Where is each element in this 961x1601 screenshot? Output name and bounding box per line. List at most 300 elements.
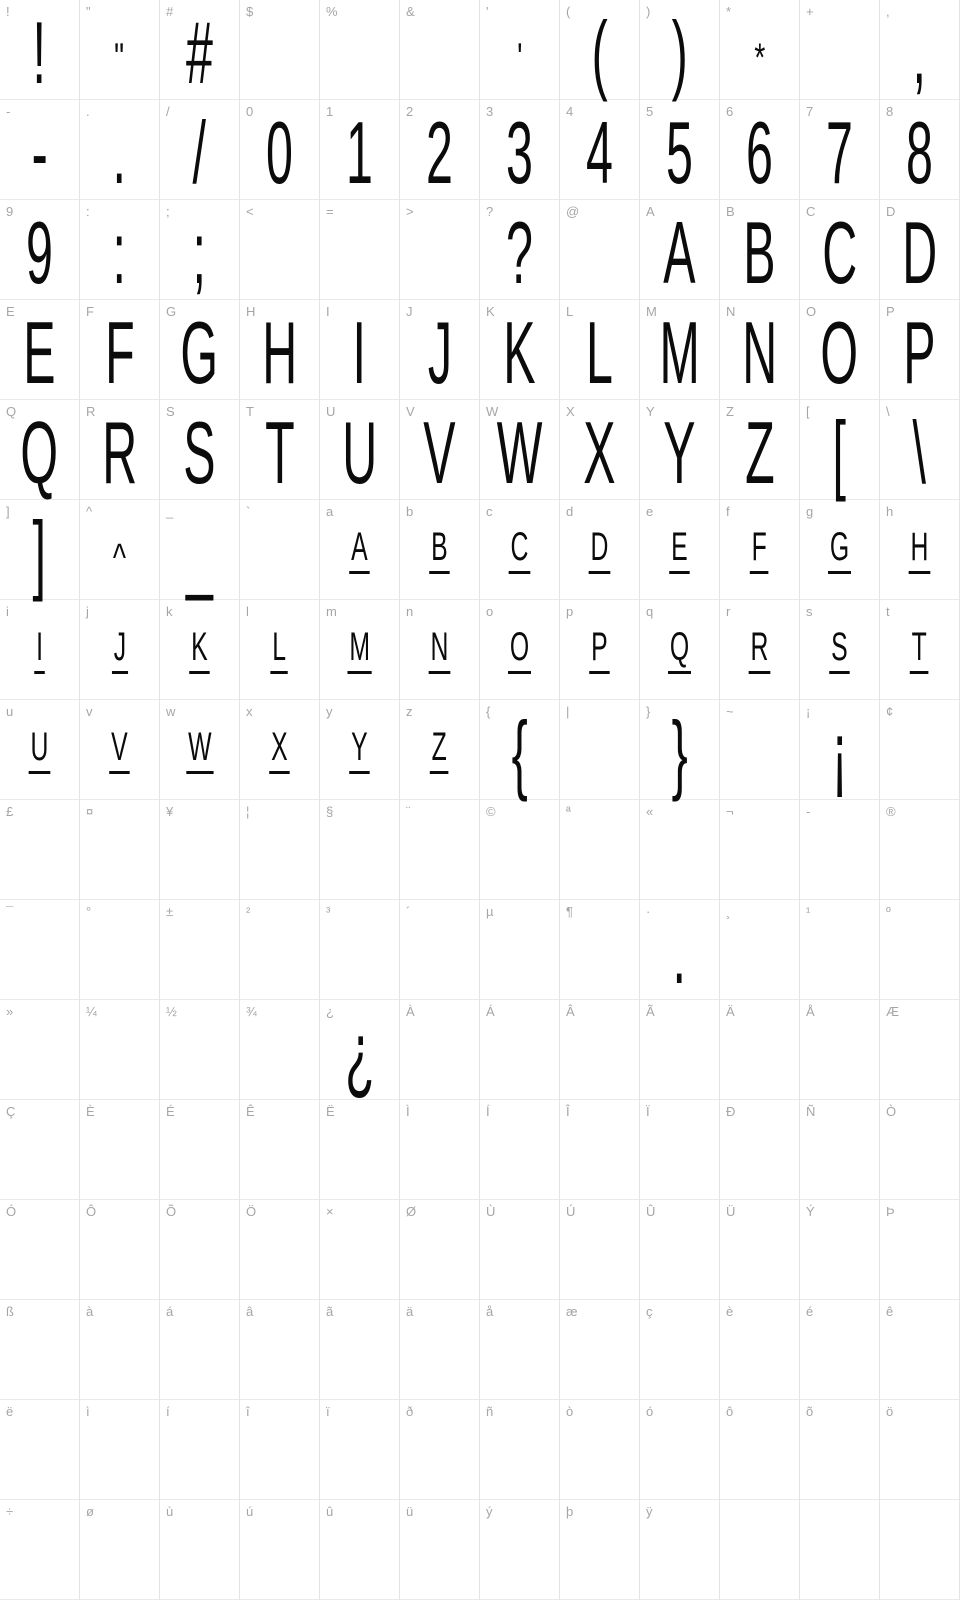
glyph-cell (320, 100, 400, 200)
cell-character-label: U (326, 404, 336, 419)
cell-character-label: ® (886, 804, 896, 819)
cell-glyph: U (29, 727, 51, 774)
cell-glyph: T (264, 403, 295, 502)
glyph-cell (320, 1100, 400, 1200)
cell-character-label: [ (806, 404, 810, 419)
glyph-cell (880, 1100, 960, 1200)
cell-glyph: N (742, 303, 777, 402)
cell-character-label: × (326, 1204, 334, 1219)
glyph-cell (800, 200, 880, 300)
cell-glyph: N (429, 627, 451, 674)
glyph-cell (720, 300, 800, 400)
cell-character-label: ê (886, 1304, 894, 1319)
cell-character-label: ² (246, 904, 251, 919)
glyph-cell (800, 1000, 880, 1100)
glyph-cell (640, 0, 720, 100)
glyph-cell (320, 400, 400, 500)
cell-character-label: å (486, 1304, 494, 1319)
glyph-cell (640, 1200, 720, 1300)
cell-glyph: X (269, 727, 289, 774)
glyph-cell (480, 200, 560, 300)
cell-character-label: B (726, 204, 735, 219)
glyph-cell (0, 900, 80, 1000)
glyph-cell (80, 900, 160, 1000)
cell-character-label: + (806, 4, 814, 19)
glyph-cell (800, 900, 880, 1000)
glyph-cell (400, 500, 480, 600)
glyph-cell (800, 1200, 880, 1300)
cell-character-label: Ô (86, 1204, 97, 1219)
cell-character-label: Ï (646, 1104, 650, 1119)
glyph-cell (320, 0, 400, 100)
cell-character-label: H (246, 304, 256, 319)
cell-glyph-area (320, 300, 399, 402)
cell-character-label: 2 (406, 104, 414, 119)
cell-character-label: ( (566, 4, 571, 19)
cell-glyph: O (508, 627, 531, 674)
cell-character-label: ¼ (86, 1004, 97, 1019)
cell-glyph: ¿ (344, 1003, 375, 1102)
glyph-cell (800, 300, 880, 400)
glyph-cell (160, 900, 240, 1000)
glyph-cell (880, 1400, 960, 1500)
glyph-cell (160, 800, 240, 900)
cell-glyph: C (509, 527, 531, 574)
glyph-cell (720, 200, 800, 300)
cell-character-label: û (326, 1504, 334, 1519)
cell-character-label: y (326, 704, 333, 719)
cell-character-label: µ (486, 904, 494, 919)
cell-glyph: 6 (746, 103, 773, 202)
glyph-cell (0, 1400, 80, 1500)
cell-glyph-area (800, 700, 879, 802)
cell-glyph: A (663, 203, 696, 302)
cell-glyph: R (102, 403, 137, 502)
cell-glyph-area (0, 0, 79, 102)
glyph-cell (640, 1400, 720, 1500)
cell-character-label: Ð (726, 1104, 736, 1119)
glyph-cell (480, 700, 560, 800)
glyph-cell (0, 1100, 80, 1200)
cell-character-label: ò (566, 1404, 574, 1419)
glyph-cell (240, 1000, 320, 1100)
glyph-cell (240, 700, 320, 800)
cell-character-label: ¥ (166, 804, 174, 819)
glyph-cell (640, 1100, 720, 1200)
cell-character-label: w (166, 704, 176, 719)
cell-glyph-area (80, 200, 159, 302)
cell-character-label: Þ (886, 1204, 895, 1219)
glyph-cell (720, 1500, 800, 1600)
cell-character-label: è (726, 1304, 734, 1319)
cell-glyph: ] (32, 503, 47, 602)
cell-character-label: Û (646, 1204, 656, 1219)
cell-character-label: ð (406, 1404, 414, 1419)
glyph-cell (240, 200, 320, 300)
cell-glyph: O (820, 303, 859, 402)
cell-glyph-area (720, 500, 799, 599)
cell-glyph: E (23, 303, 56, 402)
cell-character-label: D (886, 204, 896, 219)
glyph-cell (160, 1200, 240, 1300)
cell-glyph-area (640, 900, 719, 1002)
glyph-cell (80, 1400, 160, 1500)
cell-glyph: C (822, 203, 857, 302)
cell-character-label: ÷ (6, 1504, 14, 1519)
cell-character-label: ¹ (806, 904, 811, 919)
cell-glyph-area (0, 600, 79, 699)
glyph-cell (880, 0, 960, 100)
cell-glyph: 5 (666, 103, 693, 202)
cell-glyph-area (560, 0, 639, 102)
cell-glyph: S (183, 403, 216, 502)
cell-character-label: | (566, 704, 570, 719)
glyph-cell (80, 400, 160, 500)
cell-glyph: - (31, 103, 48, 202)
cell-character-label: % (326, 4, 338, 19)
glyph-cell (720, 900, 800, 1000)
glyph-cell (160, 700, 240, 800)
glyph-cell (80, 100, 160, 200)
cell-glyph: / (192, 103, 207, 202)
glyph-cell (560, 1400, 640, 1500)
cell-character-label: ó (646, 1404, 654, 1419)
cell-character-label: 7 (806, 104, 814, 119)
glyph-cell (320, 700, 400, 800)
glyph-cell (720, 600, 800, 700)
glyph-cell (800, 1400, 880, 1500)
glyph-cell (320, 500, 400, 600)
cell-glyph: L (586, 303, 613, 402)
cell-glyph: D (902, 203, 937, 302)
glyph-cell (880, 700, 960, 800)
cell-character-label: o (486, 604, 494, 619)
glyph-cell (480, 1200, 560, 1300)
cell-character-label: X (566, 404, 575, 419)
glyph-cell (400, 0, 480, 100)
cell-character-label: N (726, 304, 736, 319)
cell-character-label: ¡ (806, 704, 811, 719)
glyph-cell (160, 0, 240, 100)
glyph-cell (400, 300, 480, 400)
glyph-cell (800, 700, 880, 800)
cell-glyph-area (80, 600, 159, 699)
glyph-cell (480, 100, 560, 200)
glyph-cell (0, 100, 80, 200)
glyph-cell (240, 100, 320, 200)
glyph-cell (240, 0, 320, 100)
glyph-cell (0, 1000, 80, 1100)
cell-character-label: ë (6, 1404, 14, 1419)
cell-character-label: ß (6, 1304, 14, 1319)
cell-character-label: Ü (726, 1204, 736, 1219)
cell-character-label: O (806, 304, 817, 319)
cell-character-label: ~ (726, 704, 734, 719)
glyph-cell (480, 600, 560, 700)
cell-glyph: K (503, 303, 536, 402)
glyph-cell (880, 1500, 960, 1600)
glyph-cell (560, 200, 640, 300)
glyph-cell (400, 1100, 480, 1200)
cell-character-label: 8 (886, 104, 894, 119)
glyph-cell (240, 1100, 320, 1200)
glyph-cell (720, 400, 800, 500)
cell-glyph: R (749, 627, 771, 674)
cell-glyph: I (34, 627, 45, 674)
glyph-cell (640, 400, 720, 500)
cell-character-label: l (246, 604, 249, 619)
glyph-cell (240, 1300, 320, 1400)
cell-character-label: ý (486, 1504, 493, 1519)
cell-glyph: 1 (346, 103, 373, 202)
cell-character-label: Ì (406, 1104, 410, 1119)
cell-glyph: V (109, 727, 129, 774)
cell-glyph: Z (430, 727, 449, 774)
glyph-cell (880, 800, 960, 900)
glyph-cell (400, 100, 480, 200)
glyph-cell (480, 1100, 560, 1200)
cell-character-label: Ç (6, 1104, 16, 1119)
cell-character-label: 0 (246, 104, 254, 119)
cell-glyph: { (511, 703, 528, 802)
glyph-cell (560, 900, 640, 1000)
cell-glyph: ! (32, 3, 47, 102)
glyph-cell (320, 600, 400, 700)
glyph-cell (880, 200, 960, 300)
glyph-cell (560, 300, 640, 400)
cell-character-label: p (566, 604, 574, 619)
cell-character-label: Ò (886, 1104, 897, 1119)
glyph-cell (0, 300, 80, 400)
cell-character-label: Ë (326, 1104, 335, 1119)
glyph-cell (800, 600, 880, 700)
glyph-cell (800, 100, 880, 200)
cell-glyph: " (114, 35, 125, 80)
glyph-cell (800, 1300, 880, 1400)
cell-glyph-area (480, 700, 559, 802)
cell-character-label: m (326, 604, 337, 619)
glyph-cell (880, 1300, 960, 1400)
glyph-cell (160, 200, 240, 300)
glyph-cell (720, 1000, 800, 1100)
glyph-cell (0, 1300, 80, 1400)
glyph-cell (640, 700, 720, 800)
cell-character-label: , (886, 4, 890, 19)
cell-character-label: a (326, 504, 334, 519)
cell-character-label: \ (886, 404, 890, 419)
cell-glyph: J (111, 627, 127, 674)
glyph-cell (0, 700, 80, 800)
glyph-cell (480, 300, 560, 400)
glyph-cell (800, 0, 880, 100)
cell-glyph: ( (591, 3, 608, 102)
cell-character-label: A (646, 204, 655, 219)
cell-character-label: Ó (6, 1204, 17, 1219)
glyph-cell (80, 1200, 160, 1300)
glyph-cell (400, 900, 480, 1000)
glyph-cell (480, 800, 560, 900)
cell-character-label: G (166, 304, 177, 319)
cell-glyph: A (349, 527, 369, 574)
glyph-cell (800, 1100, 880, 1200)
cell-character-label: ñ (486, 1404, 494, 1419)
glyph-cell (640, 1000, 720, 1100)
cell-character-label: Z (726, 404, 734, 419)
glyph-cell (560, 1500, 640, 1600)
glyph-cell (880, 1000, 960, 1100)
glyph-cell (80, 300, 160, 400)
glyph-cell (720, 1400, 800, 1500)
glyph-cell (400, 800, 480, 900)
cell-character-label: M (646, 304, 657, 319)
glyph-cell (480, 900, 560, 1000)
glyph-cell (640, 800, 720, 900)
cell-glyph: 2 (426, 103, 453, 202)
cell-glyph: ' (516, 35, 523, 80)
cell-character-label: Ú (566, 1204, 576, 1219)
cell-glyph: P (589, 627, 609, 674)
cell-character-label: z (406, 704, 413, 719)
cell-glyph: ^ (112, 535, 127, 580)
glyph-cell (480, 1000, 560, 1100)
cell-glyph: , (912, 3, 927, 102)
cell-character-label: = (326, 204, 334, 219)
cell-character-label: $ (246, 4, 254, 19)
cell-glyph: F (750, 527, 769, 574)
cell-character-label: ° (86, 904, 92, 919)
glyph-cell (160, 1000, 240, 1100)
cell-character-label: { (486, 704, 491, 719)
cell-character-label: î (246, 1404, 250, 1419)
cell-character-label: § (326, 804, 334, 819)
glyph-cell (80, 500, 160, 600)
glyph-cell (80, 800, 160, 900)
cell-character-label: ? (486, 204, 494, 219)
cell-character-label: * (726, 4, 732, 19)
cell-glyph: 3 (506, 103, 533, 202)
cell-character-label: ô (726, 1404, 734, 1419)
cell-glyph: ) (671, 3, 688, 102)
cell-character-label: â (246, 1304, 254, 1319)
glyph-cell (800, 800, 880, 900)
cell-glyph: 7 (826, 103, 853, 202)
glyph-cell (480, 1500, 560, 1600)
cell-character-label: » (6, 1004, 14, 1019)
cell-glyph: 0 (266, 103, 293, 202)
cell-character-label: # (166, 4, 174, 19)
cell-glyph: H (262, 303, 297, 402)
glyph-cell (320, 300, 400, 400)
glyph-cell (240, 800, 320, 900)
glyph-cell (320, 1400, 400, 1500)
cell-character-label: c (486, 504, 493, 519)
cell-character-label: Ä (726, 1004, 735, 1019)
glyph-cell (480, 1400, 560, 1500)
cell-character-label: ø (86, 1504, 94, 1519)
cell-character-label: ü (406, 1504, 414, 1519)
glyph-cell (560, 1200, 640, 1300)
cell-character-label: T (246, 404, 254, 419)
cell-glyph: Y (349, 727, 369, 774)
cell-character-label: £ (6, 804, 14, 819)
glyph-cell (560, 1100, 640, 1200)
cell-character-label: ¾ (246, 1004, 257, 1019)
cell-character-label: ÿ (646, 1504, 653, 1519)
glyph-cell (400, 1200, 480, 1300)
cell-glyph: . (112, 103, 127, 202)
cell-character-label: K (486, 304, 495, 319)
glyph-cell (80, 1000, 160, 1100)
cell-character-label: À (406, 1004, 415, 1019)
cell-glyph: H (909, 527, 931, 574)
glyph-cell (800, 500, 880, 600)
cell-glyph-area (880, 600, 959, 699)
cell-character-label: . (86, 104, 90, 119)
glyph-cell (720, 500, 800, 600)
cell-character-label: Ê (246, 1104, 255, 1119)
glyph-cell (880, 600, 960, 700)
glyph-cell (320, 1200, 400, 1300)
glyph-cell (880, 400, 960, 500)
cell-character-label: ç (646, 1304, 653, 1319)
cell-character-label: - (806, 804, 811, 819)
glyph-cell (400, 1300, 480, 1400)
cell-character-label: í (166, 1404, 170, 1419)
glyph-cell (0, 1500, 80, 1600)
cell-glyph-area (640, 0, 719, 102)
glyph-cell (160, 300, 240, 400)
glyph-cell (0, 600, 80, 700)
cell-character-label: é (806, 1304, 814, 1319)
cell-glyph: L (271, 627, 289, 674)
cell-glyph-area (880, 400, 959, 502)
glyph-cell (0, 1200, 80, 1300)
cell-glyph: Q (668, 627, 691, 674)
glyph-cell (400, 1400, 480, 1500)
glyph-cell (640, 300, 720, 400)
cell-glyph-area (880, 0, 959, 102)
glyph-cell (400, 600, 480, 700)
cell-character-label: < (246, 204, 254, 219)
cell-glyph-area (640, 700, 719, 802)
cell-character-label: ) (646, 4, 651, 19)
cell-glyph-area (720, 0, 799, 99)
cell-character-label: s (806, 604, 813, 619)
glyph-cell (320, 900, 400, 1000)
cell-character-label: Ã (646, 1004, 655, 1019)
cell-character-label: r (726, 604, 731, 619)
cell-character-label: Æ (886, 1004, 899, 1019)
glyph-cell (640, 100, 720, 200)
cell-character-label: Í (486, 1104, 490, 1119)
glyph-cell (160, 100, 240, 200)
cell-glyph: Q (20, 403, 59, 502)
cell-glyph: V (423, 403, 456, 502)
cell-character-label: ï (326, 1404, 330, 1419)
cell-character-label: ± (166, 904, 174, 919)
cell-character-label: ¯ (6, 904, 14, 919)
cell-glyph: W (186, 727, 213, 774)
cell-character-label: ^ (86, 504, 93, 519)
glyph-cell (240, 600, 320, 700)
cell-character-label: : (86, 204, 90, 219)
cell-glyph: D (589, 527, 611, 574)
glyph-cell (400, 700, 480, 800)
glyph-cell (480, 400, 560, 500)
cell-glyph: 4 (586, 103, 613, 202)
cell-character-label: É (166, 1104, 175, 1119)
cell-character-label: > (406, 204, 414, 219)
